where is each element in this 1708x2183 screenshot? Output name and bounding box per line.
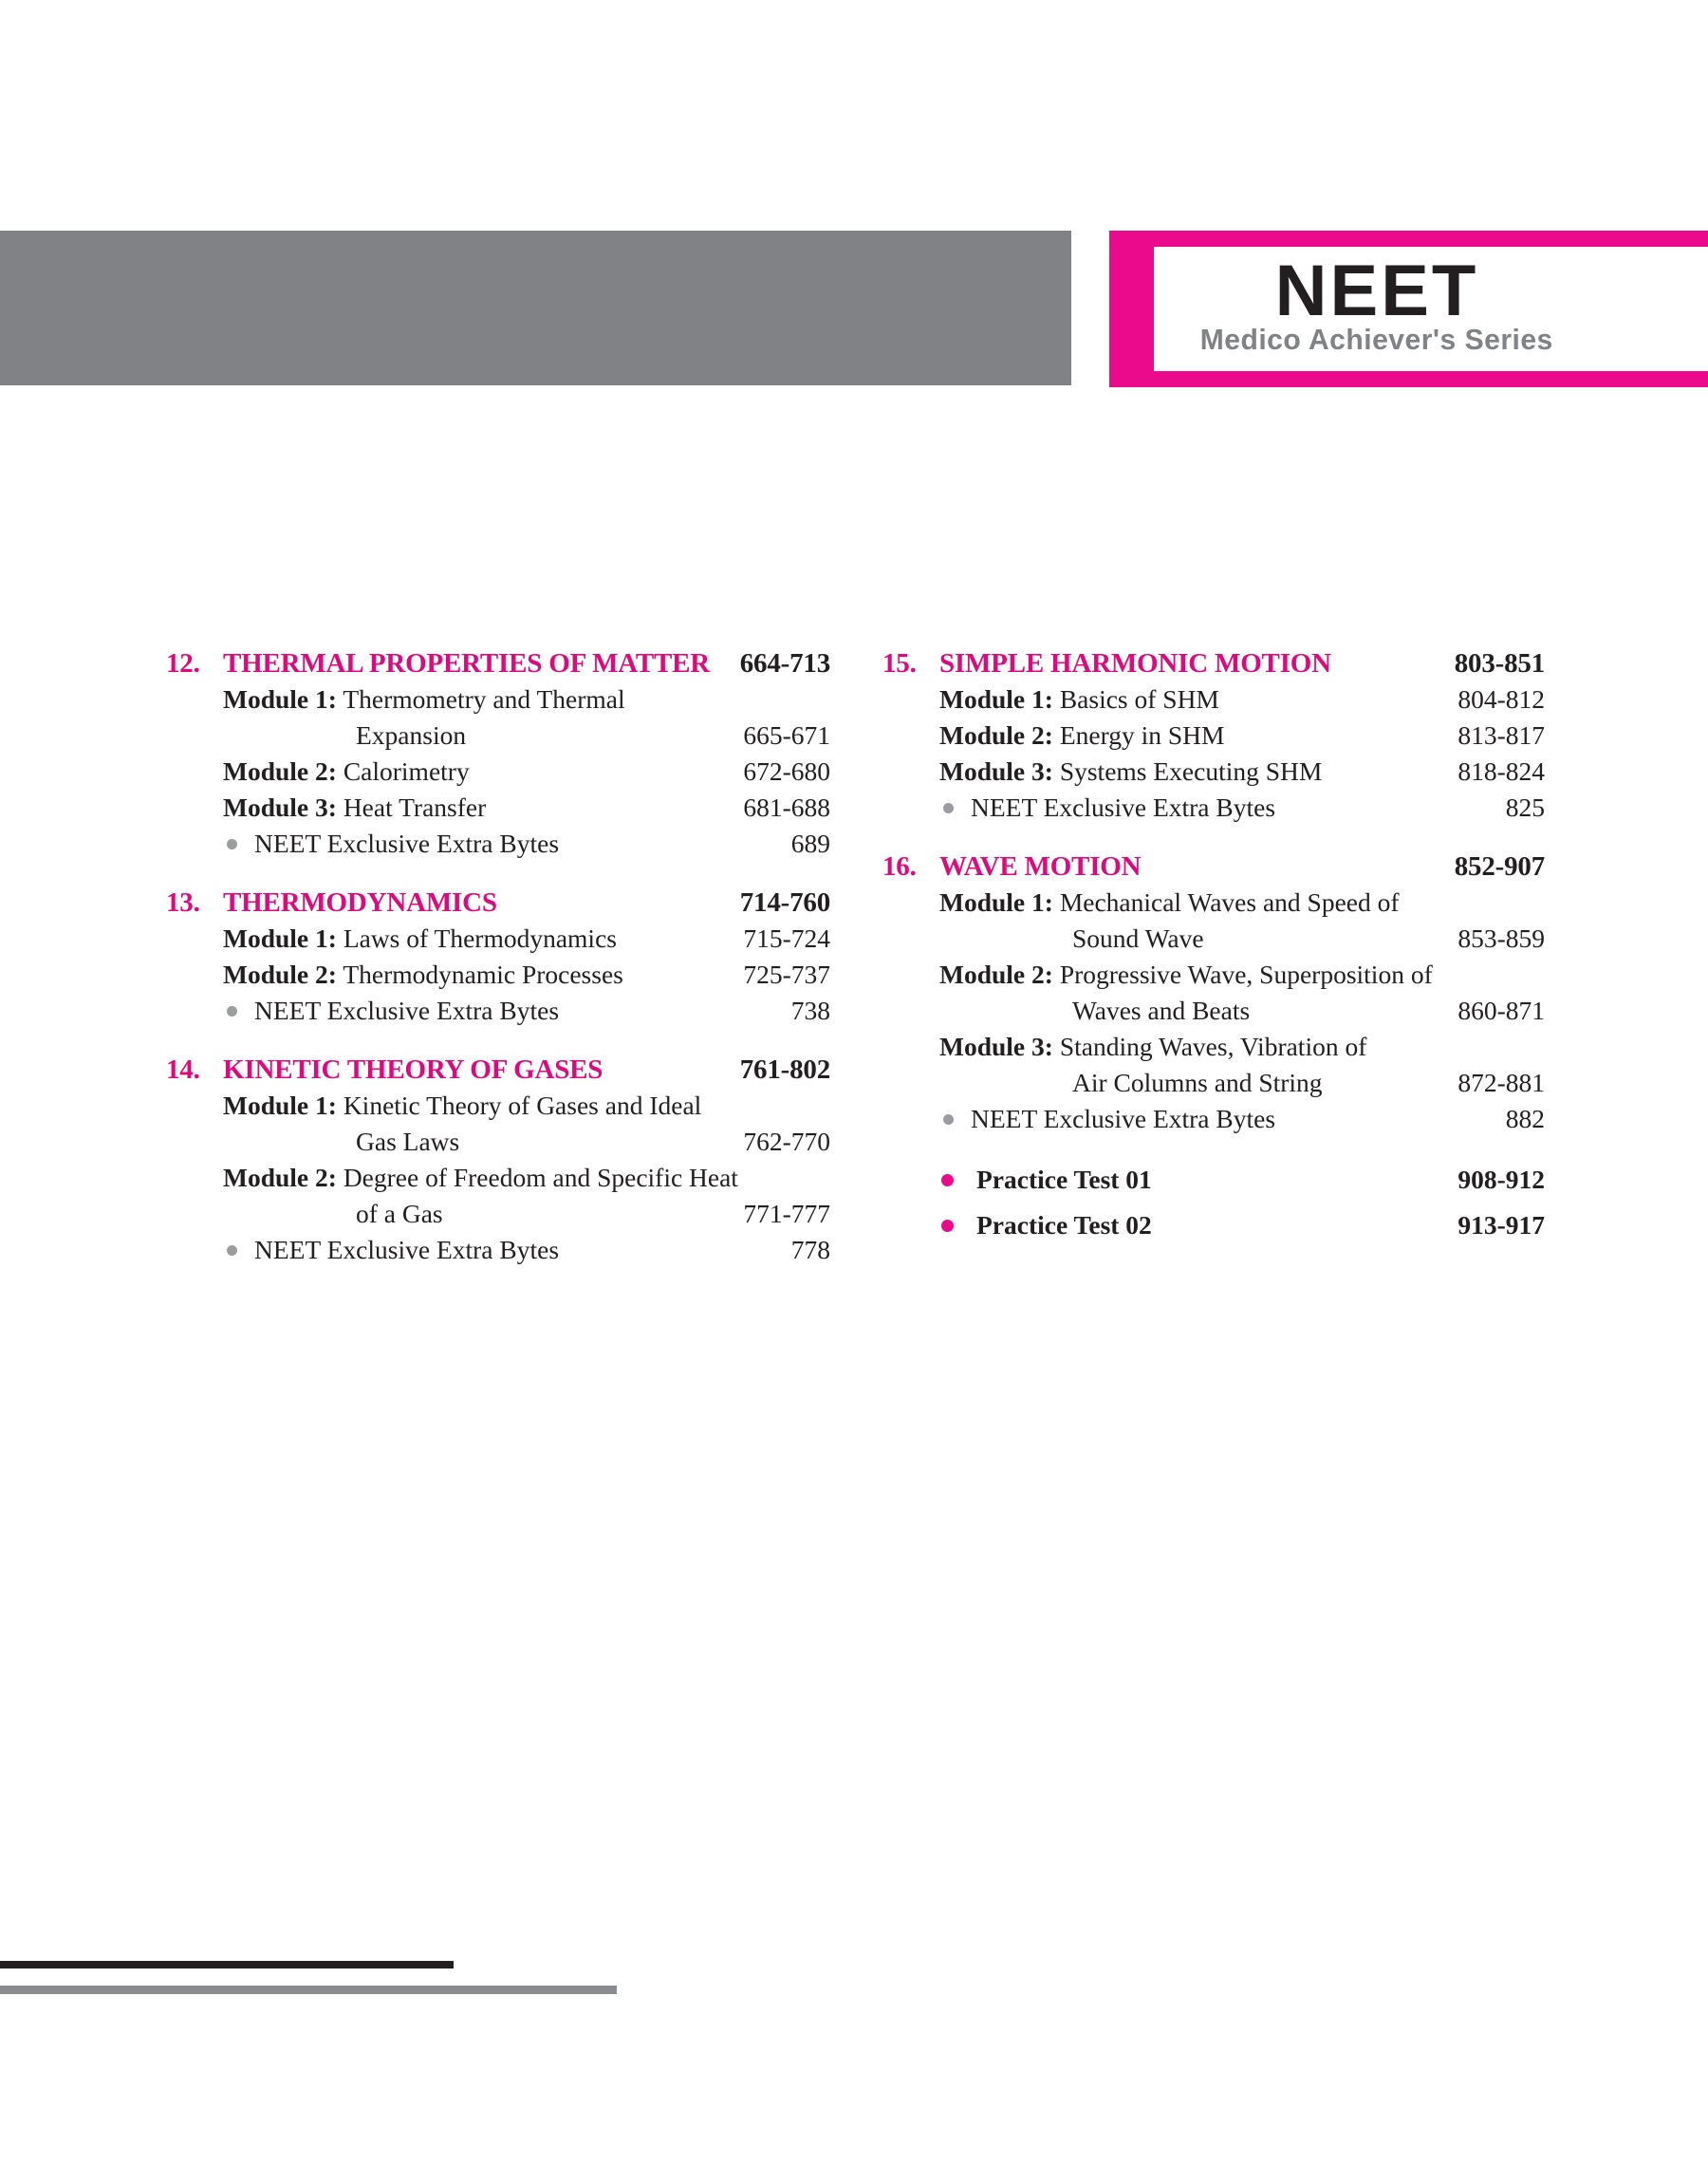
module-text: Gas Laws xyxy=(356,1127,460,1156)
page-range: 813-817 xyxy=(1457,720,1545,750)
page-range: 771-777 xyxy=(743,1199,830,1228)
chapter-number: 16. xyxy=(882,851,917,882)
page-range: 738 xyxy=(790,996,830,1025)
module-line xyxy=(882,921,1545,957)
page-range: 689 xyxy=(790,829,830,858)
chapter-number: 13. xyxy=(166,887,200,918)
module-label: Module 1: xyxy=(939,684,1053,714)
module-label: Module 2: xyxy=(939,960,1053,989)
chapter-header xyxy=(166,1052,830,1088)
chapter-pages: 714-760 xyxy=(739,887,830,918)
module-label: Module 1: xyxy=(223,1091,337,1120)
practice-tests xyxy=(882,1162,1545,1243)
bullet-text: NEET Exclusive Extra Bytes xyxy=(254,829,560,858)
footer-black-rule xyxy=(0,1961,454,1968)
brand-subtitle: Medico Achiever's Series xyxy=(1199,322,1553,356)
page-range: 715-724 xyxy=(743,924,830,953)
module-text: Module 2: Progressive Wave, Superposition of xyxy=(939,960,1433,989)
module-text: Module 3: Standing Waves, Vibration of xyxy=(939,1032,1367,1061)
page-range: 762-770 xyxy=(743,1127,830,1156)
module-line xyxy=(166,681,830,718)
page-range: 665-671 xyxy=(743,720,830,750)
module-line xyxy=(166,1196,830,1232)
module-label: Module 2: xyxy=(223,1163,337,1192)
bullet-icon xyxy=(227,839,237,849)
brand-title: NEET xyxy=(1274,250,1479,331)
toc-column-right xyxy=(882,645,1545,1253)
chapter-pages: 852-907 xyxy=(1454,851,1545,882)
module-text: Module 1: Kinetic Theory of Gases and Ideal xyxy=(223,1091,702,1120)
module-line xyxy=(882,957,1545,993)
page-range: 725-737 xyxy=(743,960,830,989)
bullet-text: NEET Exclusive Extra Bytes xyxy=(971,793,1276,822)
chapter-pages: 761-802 xyxy=(739,1054,830,1085)
module-label: Module 3: xyxy=(939,756,1053,786)
module-line xyxy=(166,1124,830,1160)
page-range: 672-680 xyxy=(743,756,830,786)
brand-block xyxy=(1173,247,1581,371)
bullet-line xyxy=(166,993,830,1029)
module-line xyxy=(882,993,1545,1029)
module-line xyxy=(166,754,830,790)
module-line xyxy=(166,1160,830,1196)
module-text: Module 1: Laws of Thermodynamics xyxy=(223,924,617,953)
chapter xyxy=(166,885,830,1029)
module-line xyxy=(166,957,830,993)
page-range: 804-812 xyxy=(1457,684,1545,714)
bullet-icon xyxy=(227,1006,237,1017)
chapter-header xyxy=(166,645,830,681)
practice-test-row xyxy=(882,1162,1545,1198)
bullet-line xyxy=(882,790,1545,826)
brand-banner-inner xyxy=(1154,247,1708,371)
module-line xyxy=(882,754,1545,790)
page-range: 681-688 xyxy=(743,793,830,822)
chapter-title: THERMODYNAMICS xyxy=(223,887,497,918)
chapter-number: 12. xyxy=(166,648,200,679)
module-label: Module 3: xyxy=(223,793,337,822)
module-line xyxy=(166,1088,830,1124)
module-line xyxy=(166,718,830,754)
page-range: 882 xyxy=(1505,1104,1545,1133)
bullet-line xyxy=(166,826,830,862)
bullet-icon xyxy=(227,1245,237,1256)
page-range: 818-824 xyxy=(1457,756,1545,786)
bullet-text: NEET Exclusive Extra Bytes xyxy=(971,1104,1276,1133)
module-text: Module 2: Calorimetry xyxy=(223,756,470,786)
page-range: 778 xyxy=(790,1235,830,1264)
bullet-line xyxy=(882,1101,1545,1137)
chapter xyxy=(882,645,1545,826)
module-label: Module 2: xyxy=(939,720,1053,750)
practice-test-label: Practice Test 02 xyxy=(976,1210,1152,1240)
chapter-title: THERMAL PROPERTIES OF MATTER xyxy=(223,648,711,679)
page-range: 913-917 xyxy=(1457,1210,1545,1240)
module-line xyxy=(882,681,1545,718)
toc-column-left xyxy=(166,645,830,1291)
chapter-title: KINETIC THEORY OF GASES xyxy=(223,1054,603,1085)
module-line xyxy=(882,1065,1545,1101)
module-text: Waves and Beats xyxy=(1072,996,1251,1025)
chapter-header xyxy=(882,645,1545,681)
module-line xyxy=(166,921,830,957)
chapter xyxy=(166,1052,830,1268)
header-gray-bar xyxy=(0,231,1071,385)
module-label: Module 1: xyxy=(223,924,337,953)
page-range: 872-881 xyxy=(1457,1068,1545,1097)
chapter-pages: 803-851 xyxy=(1454,648,1545,679)
module-line xyxy=(166,790,830,826)
brand-banner xyxy=(1109,231,1708,387)
module-label: Module 2: xyxy=(223,960,337,989)
module-text: Module 2: Degree of Freedom and Specific Heat xyxy=(223,1163,738,1192)
page-range: 825 xyxy=(1505,793,1545,822)
bullet-icon xyxy=(941,1174,954,1186)
page-range: 908-912 xyxy=(1457,1165,1545,1194)
page-range: 853-859 xyxy=(1457,924,1545,953)
bullet-text: NEET Exclusive Extra Bytes xyxy=(254,1235,560,1264)
module-label: Module 1: xyxy=(939,887,1053,917)
module-line xyxy=(882,718,1545,754)
module-text: Module 1: Basics of SHM xyxy=(939,684,1219,714)
footer-gray-rule xyxy=(0,1986,617,1994)
module-label: Module 2: xyxy=(223,756,337,786)
bullet-icon xyxy=(943,1114,954,1125)
page-range: 860-871 xyxy=(1457,996,1545,1025)
chapter-header xyxy=(166,885,830,921)
practice-test-label: Practice Test 01 xyxy=(976,1165,1152,1194)
module-text: Module 1: Thermometry and Thermal xyxy=(223,684,625,714)
module-text: Expansion xyxy=(356,720,467,750)
practice-test-row xyxy=(882,1207,1545,1243)
chapter xyxy=(882,849,1545,1137)
module-line xyxy=(882,885,1545,921)
module-text: Module 2: Thermodynamic Processes xyxy=(223,960,623,989)
module-text: Module 1: Mechanical Waves and Speed of xyxy=(939,887,1400,917)
module-text: Module 2: Energy in SHM xyxy=(939,720,1225,750)
bullet-icon xyxy=(941,1220,954,1232)
chapter-pages: 664-713 xyxy=(739,648,830,679)
bullet-line xyxy=(166,1232,830,1268)
chapter-header xyxy=(882,849,1545,885)
chapter xyxy=(166,645,830,862)
chapter-title: WAVE MOTION xyxy=(939,851,1142,882)
module-label: Module 3: xyxy=(939,1032,1053,1061)
chapter-title: SIMPLE HARMONIC MOTION xyxy=(939,648,1331,679)
module-line xyxy=(882,1029,1545,1065)
module-text: Module 3: Heat Transfer xyxy=(223,793,487,822)
bullet-text: NEET Exclusive Extra Bytes xyxy=(254,996,560,1025)
module-text: Sound Wave xyxy=(1072,924,1204,953)
chapter-number: 15. xyxy=(882,648,917,679)
chapter-number: 14. xyxy=(166,1054,200,1085)
module-text: of a Gas xyxy=(356,1199,443,1228)
module-text: Module 3: Systems Executing SHM xyxy=(939,756,1323,786)
module-label: Module 1: xyxy=(223,684,337,714)
module-text: Air Columns and String xyxy=(1072,1068,1323,1097)
bullet-icon xyxy=(943,803,954,813)
